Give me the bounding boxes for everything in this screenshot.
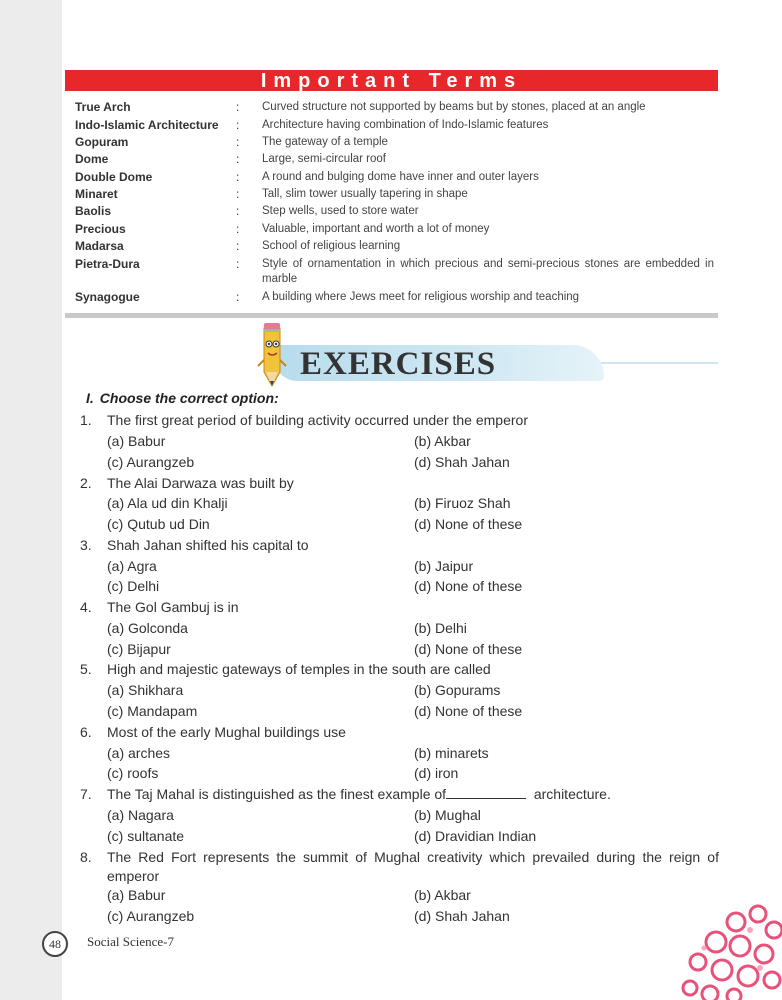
- important-terms-box: [65, 70, 718, 318]
- question-text: The first great period of building activity occurred under the emperor: [107, 412, 528, 428]
- option-d[interactable]: (d) iron: [414, 765, 459, 781]
- option-c[interactable]: (c) Aurangzeb: [107, 454, 195, 470]
- term-colon: :: [236, 170, 240, 184]
- term-name: Dome: [75, 152, 109, 166]
- option-a[interactable]: (a) arches: [107, 745, 171, 761]
- term-definition: Tall, slim tower usually tapering in shape: [262, 188, 468, 200]
- term-definition: Curved structure not supported by beams but by stones, placed at an angle: [262, 101, 646, 113]
- question-text: Shah Jahan shifted his capital to: [107, 537, 309, 553]
- term-name: Madarsa: [75, 239, 124, 253]
- term-definition: School of religious learning: [262, 240, 401, 252]
- term-definition: A building where Jews meet for religious worship and teaching: [262, 291, 580, 303]
- fill-blank[interactable]: [446, 786, 526, 799]
- term-name: Synagogue: [75, 290, 140, 304]
- option-c[interactable]: (c) Bijapur: [107, 641, 171, 657]
- option-a[interactable]: (a) Ala ud din Khalji: [107, 495, 228, 511]
- term-colon: :: [236, 152, 240, 166]
- question-number: 4.: [80, 599, 92, 615]
- book-title: Social Science-7: [87, 934, 174, 949]
- page-number: 48: [42, 931, 68, 957]
- option-d[interactable]: (d) None of these: [414, 641, 523, 657]
- important-terms-header: Important Terms: [65, 70, 718, 91]
- question-text-after: architecture.: [533, 786, 611, 802]
- question-text: The Alai Darwaza was built by: [107, 475, 294, 491]
- decorative-circles-icon: [676, 900, 782, 1000]
- question-number: 6.: [80, 724, 92, 740]
- left-margin-strip: [0, 0, 62, 1000]
- option-b[interactable]: (b) Gopurams: [414, 682, 501, 698]
- term-colon: :: [236, 239, 240, 253]
- option-c[interactable]: (c) sultanate: [107, 828, 185, 844]
- question-text: The Gol Gambuj is in: [107, 599, 239, 615]
- option-d[interactable]: (d) None of these: [414, 516, 523, 532]
- question-number: 8.: [80, 849, 92, 865]
- section-title: Choose the correct option:: [99, 390, 279, 406]
- term-definition: Large, semi-circular roof: [262, 153, 386, 165]
- option-c[interactable]: (c) Delhi: [107, 578, 160, 594]
- term-definition: The gateway of a temple: [262, 136, 388, 148]
- term-colon: :: [236, 187, 240, 201]
- term-colon: :: [236, 257, 240, 271]
- term-name: Double Dome: [75, 170, 153, 184]
- option-a[interactable]: (a) Nagara: [107, 807, 174, 823]
- term-colon: :: [236, 118, 240, 132]
- terms-bottom-bar: [65, 313, 718, 318]
- term-name: Indo-Islamic Architecture: [75, 118, 219, 132]
- question-number: 3.: [80, 537, 92, 553]
- option-a[interactable]: (a) Babur: [107, 887, 166, 903]
- option-d[interactable]: (d) Dravidian Indian: [414, 828, 537, 844]
- term-name: Precious: [75, 222, 126, 236]
- question-text: The Red Fort represents the summit of Mughal creativity which prevailed during the reign of emperor: [107, 849, 719, 884]
- option-b[interactable]: (b) Akbar: [414, 433, 471, 449]
- option-b[interactable]: (b) Mughal: [414, 807, 481, 823]
- pencil-mascot-icon: [255, 320, 289, 390]
- option-a[interactable]: (a) Golconda: [107, 620, 188, 636]
- option-a[interactable]: (a) Babur: [107, 433, 166, 449]
- section-number: I.: [86, 390, 94, 406]
- term-name: Minaret: [75, 187, 118, 201]
- question-number: 7.: [80, 786, 92, 802]
- option-b[interactable]: (b) Akbar: [414, 887, 471, 903]
- option-a[interactable]: (a) Shikhara: [107, 682, 184, 698]
- option-c[interactable]: (c) Aurangzeb: [107, 908, 195, 924]
- question-text: Most of the early Mughal buildings use: [107, 724, 346, 740]
- term-name: True Arch: [75, 100, 131, 114]
- term-definition: A round and bulging dome have inner and outer layers: [262, 171, 539, 183]
- section-heading: [86, 390, 279, 406]
- exercises-banner: [62, 345, 718, 385]
- option-d[interactable]: (d) None of these: [414, 578, 523, 594]
- option-d[interactable]: (d) Shah Jahan: [414, 908, 510, 924]
- term-definition: Step wells, used to store water: [262, 205, 419, 217]
- option-c[interactable]: (c) roofs: [107, 765, 159, 781]
- option-d[interactable]: (d) None of these: [414, 703, 523, 719]
- term-colon: :: [236, 135, 240, 149]
- option-c[interactable]: (c) Mandapam: [107, 703, 198, 719]
- option-b[interactable]: (b) minarets: [414, 745, 489, 761]
- term-colon: :: [236, 204, 240, 218]
- option-a[interactable]: (a) Agra: [107, 558, 157, 574]
- option-d[interactable]: (d) Shah Jahan: [414, 454, 510, 470]
- question-number: 2.: [80, 475, 92, 491]
- term-colon: :: [236, 100, 240, 114]
- term-definition: Architecture having combination of Indo-Islamic features: [262, 119, 549, 131]
- term-name: Gopuram: [75, 135, 129, 149]
- term-colon: :: [236, 222, 240, 236]
- term-name: Pietra-Dura: [75, 257, 140, 271]
- question-text: High and majestic gateways of temples in the south are called: [107, 661, 491, 677]
- option-c[interactable]: (c) Qutub ud Din: [107, 516, 210, 532]
- term-colon: :: [236, 290, 240, 304]
- term-name: Baolis: [75, 204, 112, 218]
- question-text-before: The Taj Mahal is distinguished as the finest example of: [107, 786, 447, 802]
- option-b[interactable]: (b) Firuoz Shah: [414, 495, 511, 511]
- option-b[interactable]: (b) Delhi: [414, 620, 467, 636]
- option-b[interactable]: (b) Jaipur: [414, 558, 474, 574]
- question-text: [107, 785, 719, 804]
- question-number: 1.: [80, 412, 92, 428]
- term-definition: Style of ornamentation in which precious and semi-precious stones are embedded in marble: [262, 258, 714, 285]
- term-definition: Valuable, important and worth a lot of money: [262, 223, 490, 235]
- question-number: 5.: [80, 661, 92, 677]
- exercises-title: EXERCISES: [300, 346, 497, 382]
